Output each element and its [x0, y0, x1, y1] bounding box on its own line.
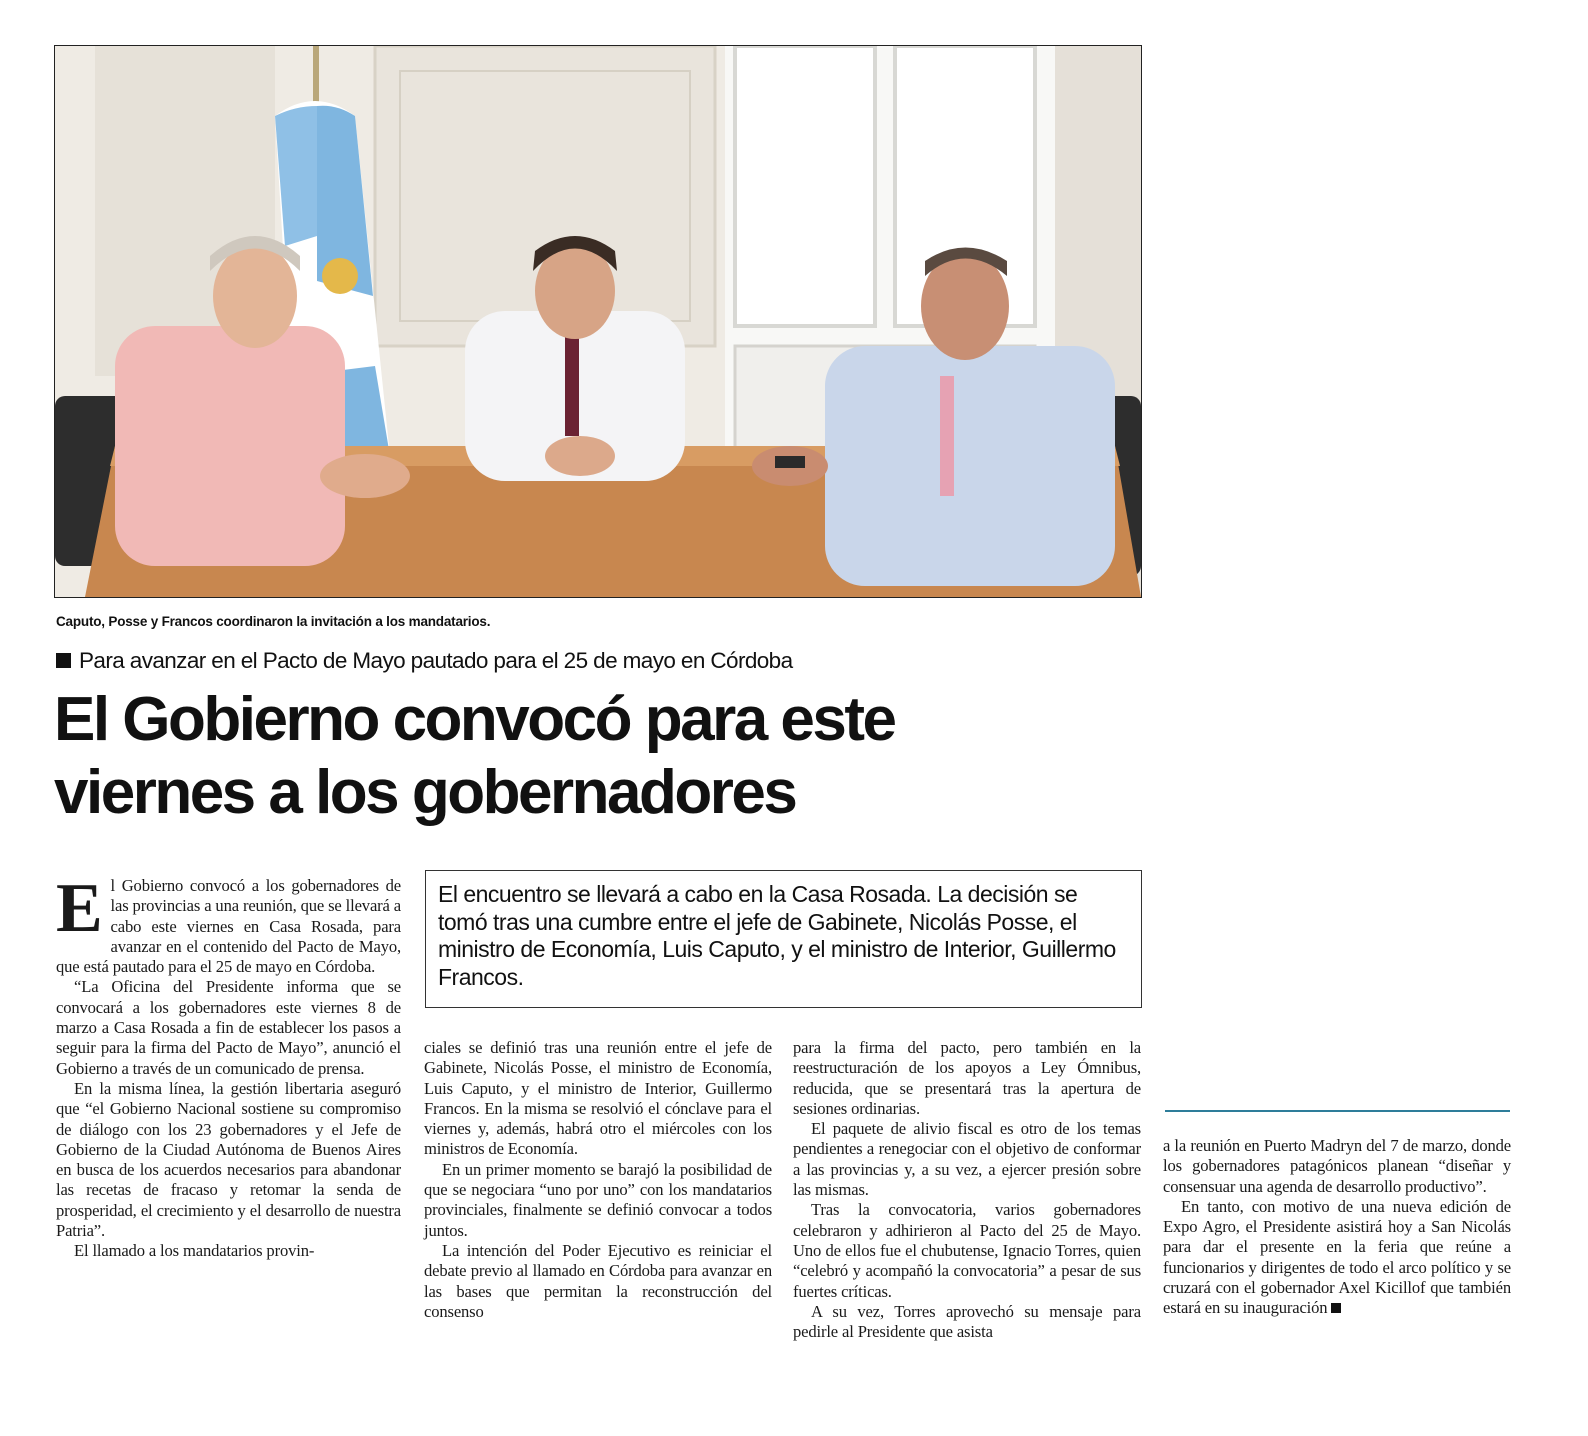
headline-line-1: El Gobierno convocó para este: [54, 685, 895, 754]
kicker-square-icon: [56, 653, 71, 668]
paragraph: En la misma línea, la gestión libertaria aseguró que “el Gobierno Nacional sostiene su compromiso de diálogo con los 23 gobernadores y el Jefe de Gobierno de la Ciudad Autónoma de Buenos Aires en busca de los acuerdos necesarios para abandonar las recetas de fracaso y retomar la senda de prosperidad, el crecimiento y el desarrollo de nuestra Patria”.: [56, 1078, 401, 1241]
end-of-article-icon: [1331, 1303, 1341, 1313]
article-column-4: [1163, 1136, 1511, 1319]
paragraph: En tanto, con motivo de una nueva edición de Expo Agro, el Presidente asistirá hoy a San Nicolás para dar el presente en la feria que reúne a funcionarios y dirigentes de todo el arco político y se cruzará con el gobernador Axel Kicillof que también estará en su inauguración: [1163, 1196, 1511, 1318]
kicker-text: Para avanzar en el Pacto de Mayo pautado para el 25 de mayo en Córdoba: [79, 648, 793, 673]
pull-quote-box: El encuentro se llevará a cabo en la Casa Rosada. La decisión se tomó tras una cumbre entre el jefe de Gabinete, Nicolás Posse, el ministro de Economía, Luis Caputo, y el ministro de Interior, Guillermo Francos.: [425, 870, 1142, 1008]
headline: [54, 683, 1164, 829]
paragraph: ciales se definió tras una reunión entre el jefe de Gabinete, Nicolás Posse, el ministro de Economía, Luis Caputo, y el ministro de Interior, Guillermo Francos. En la misma se resolvió el cónclave para el viernes y, además, habrá otro el miércoles con los ministros de Economía.: [424, 1038, 772, 1159]
paragraph: para la firma del pacto, pero también en la reestructuración de los apoyos a Ley Ómnibus, reducida, que se presentará tras la apertura de sesiones ordinarias.: [793, 1038, 1141, 1118]
paragraph: El llamado a los mandatarios provin-: [74, 1241, 315, 1261]
article-column-2: [424, 1038, 772, 1322]
paragraph: La intención del Poder Ejecutivo es reiniciar el debate previo al llamado en Córdoba para avanzar en las bases que permitan la reconstrucción del consenso: [424, 1240, 772, 1321]
column-divider-rule: [1165, 1110, 1510, 1112]
article-photo: [54, 45, 1142, 598]
paragraph: “La Oficina del Presidente informa que se convocará a los gobernadores este viernes 8 de marzo a Casa Rosada a fin de establecer los pasos a seguir para la firma del Pacto de Mayo”, anunció el Gobierno a través de un comunicado de prensa.: [56, 977, 401, 1078]
paragraph: A su vez, Torres aprovechó su mensaje para pedirle al Presidente que asista: [793, 1301, 1141, 1342]
article-column-1: [56, 870, 401, 1262]
drop-cap: E: [56, 870, 103, 947]
headline-line-2: viernes a los gobernadores: [54, 758, 796, 827]
paragraph: En un primer momento se barajó la posibilidad de que se negociara “uno por uno” con los mandatarios provinciales, finalmente se definió convocar a todos juntos.: [424, 1159, 772, 1240]
article-column-3: [793, 1038, 1141, 1342]
paragraph: a la reunión en Puerto Madryn del 7 de marzo, donde los gobernadores patagónicos planean “diseñar y consensuar una agenda de desarrollo productivo”.: [1163, 1136, 1511, 1196]
paragraph: Tras la convocatoria, varios gobernadores celebraron y adhirieron al Pacto del 25 de Mayo. Uno de ellos fue el chubutense, Ignacio Torres, quien “celebró y acompañó la convocatoria” a pesar de sus fuertes críticas.: [793, 1200, 1141, 1301]
photo-caption: Caputo, Posse y Francos coordinaron la invitación a los mandatarios.: [56, 614, 491, 629]
paragraph: El paquete de alivio fiscal es otro de los temas pendientes a renegociar con el objetivo de conformar a las provincias y, a su vez, a ejercer presión sobre las mismas.: [793, 1119, 1141, 1200]
paragraph: El Gobierno convocó a los gobernadores de las provincias a una reunión, que se llevará a cabo este viernes en Casa Rosada, para avanzar en el contenido del Pacto de Mayo, que está pautado para el 25 de mayo en Córdoba.: [56, 870, 401, 977]
kicker: [56, 648, 793, 674]
meeting-photo-illustration: [55, 46, 1141, 597]
